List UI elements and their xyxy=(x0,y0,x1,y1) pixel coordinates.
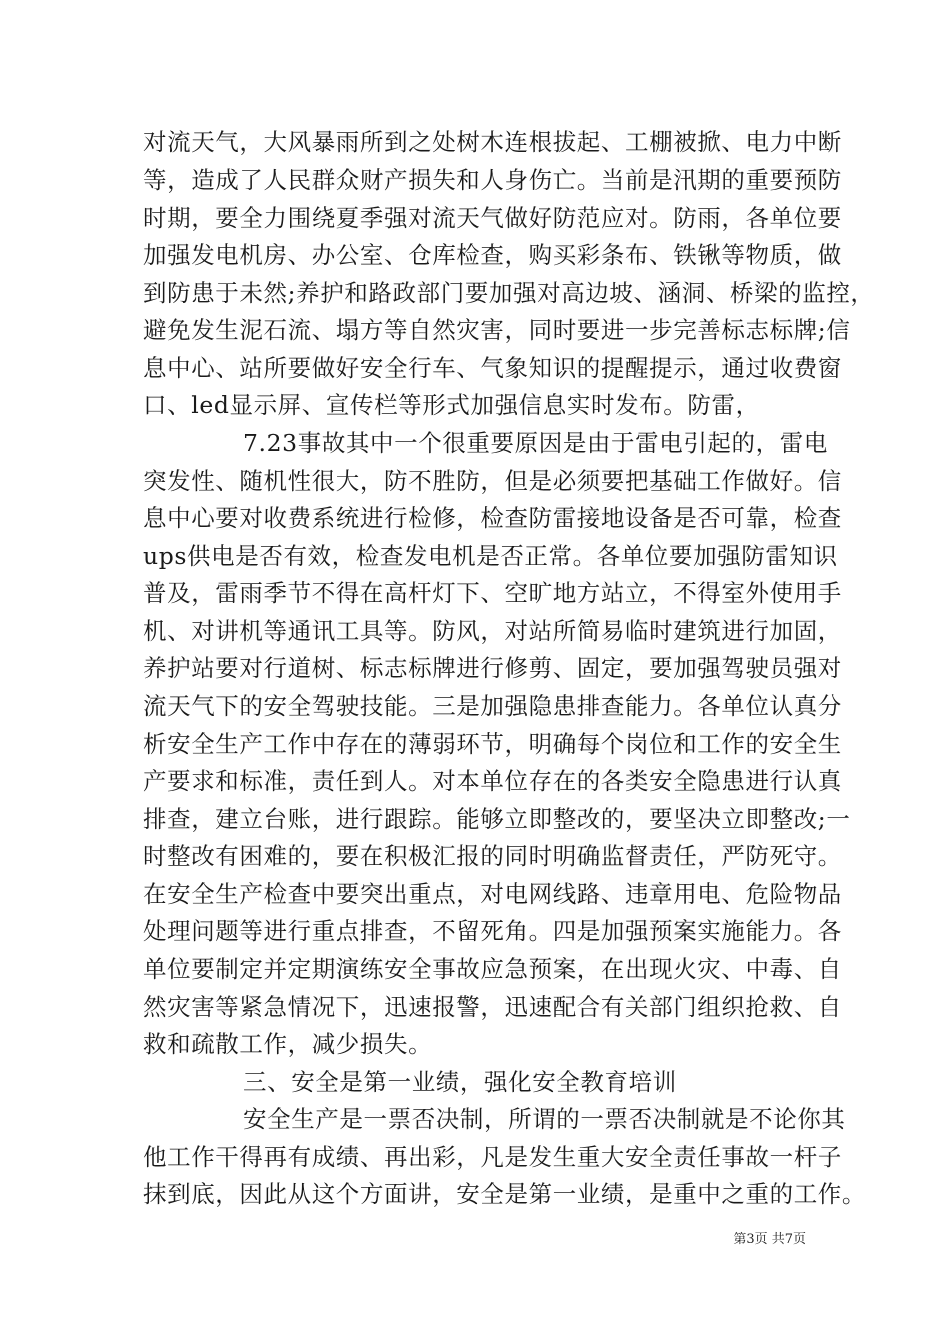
body-line: 等，造成了人民群众财产损失和人身伤亡。当前是汛期的重要预防 xyxy=(143,166,842,194)
body-line: 时整改有困难的，要在积极汇报的同时明确监督责任，严防死守。 xyxy=(143,842,842,870)
section-heading: 三、安全是第一业绩，强化安全教育培训 xyxy=(243,1068,677,1096)
body-line: 时期，要全力围绕夏季强对流天气做好防范应对。防雨，各单位要 xyxy=(143,204,842,232)
body-line: 处理问题等进行重点排查，不留死角。四是加强预案实施能力。各 xyxy=(143,917,842,945)
body-line: 流天气下的安全驾驶技能。三是加强隐患排查能力。各单位认真分 xyxy=(143,692,842,720)
body-line: 息中心、站所要做好安全行车、气象知识的提醒提示，通过收费窗 xyxy=(143,354,842,382)
body-line: 加强发电机房、办公室、仓库检查，购买彩条布、铁锹等物质，做 xyxy=(143,241,842,269)
body-line: 产要求和标准，责任到人。对本单位存在的各类安全隐患进行认真 xyxy=(143,767,842,795)
body-line: 普及，雷雨季节不得在高杆灯下、空旷地方站立，不得室外使用手 xyxy=(143,579,842,607)
body-line: 安全生产是一票否决制，所谓的一票否决制就是不论你其 xyxy=(243,1105,846,1133)
body-line: 养护站要对行道树、标志标牌进行修剪、固定，要加强驾驶员强对 xyxy=(143,654,842,682)
body-line: 息中心要对收费系统进行检修，检查防雷接地设备是否可靠，检查 xyxy=(143,504,842,532)
body-line: 机、对讲机等通讯工具等。防风，对站所简易临时建筑进行加固， xyxy=(143,617,842,645)
body-line: 他工作干得再有成绩、再出彩，凡是发生重大安全责任事故一杆子 xyxy=(143,1143,842,1171)
page-number: 第3页 共7页 xyxy=(733,1232,806,1247)
body-line: 7.23事故其中一个很重要原因是由于雷电引起的，雷电 xyxy=(243,429,828,457)
page-footer xyxy=(0,1231,950,1249)
body-line: 抹到底，因此从这个方面讲，安全是第一业绩，是重中之重的工作。 xyxy=(143,1180,866,1208)
body-line: 避免发生泥石流、塌方等自然灾害，同时要进一步完善标志标牌;信 xyxy=(143,316,851,344)
body-line: 在安全生产检查中要突出重点，对电网线路、违章用电、危险物品 xyxy=(143,880,842,908)
body-line: 排查，建立台账，进行跟踪。能够立即整改的，要坚决立即整改;一 xyxy=(143,805,851,833)
body-line: 单位要制定并定期演练安全事故应急预案，在出现火灾、中毒、自 xyxy=(143,955,842,983)
body-line: 对流天气，大风暴雨所到之处树木连根拔起、工棚被掀、电力中断 xyxy=(143,128,842,156)
body-line: ups供电是否有效，检查发电机是否正常。各单位要加强防雷知识 xyxy=(143,542,838,570)
body-line: 到防患于未然;养护和路政部门要加强对高边坡、涵洞、桥梁的监控， xyxy=(143,279,875,307)
body-line: 然灾害等紧急情况下，迅速报警，迅速配合有关部门组织抢救、自 xyxy=(143,993,842,1021)
body-line: 析安全生产工作中存在的薄弱环节，明确每个岗位和工作的安全生 xyxy=(143,730,842,758)
body-line: 口、led显示屏、宣传栏等形式加强信息实时发布。防雷， xyxy=(143,391,760,419)
body-line: 突发性、随机性很大，防不胜防，但是必须要把基础工作做好。信 xyxy=(143,467,842,495)
body-line: 救和疏散工作，减少损失。 xyxy=(143,1030,433,1058)
